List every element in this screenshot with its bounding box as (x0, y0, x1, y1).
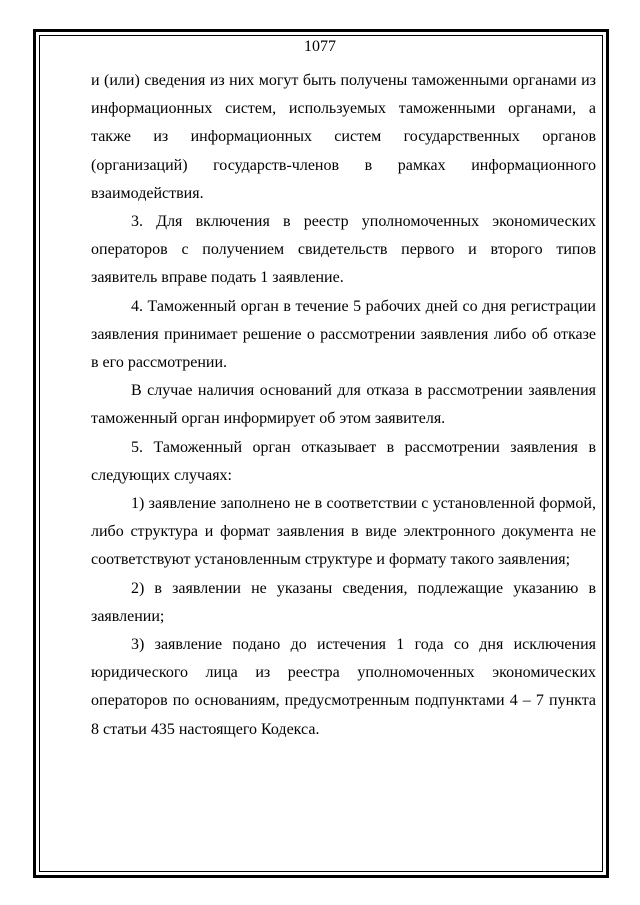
page-number: 1077 (304, 38, 336, 55)
paragraph: 4. Таможенный орган в течение 5 рабочих дней со дня регистрации заявления принимает решение о рассмотрении заявления либо об отказе в его рассмотрении. (91, 297, 596, 372)
paragraph: 3) заявление подано до истечения 1 года со дня исключения юридического лица из реестра уполномоченных экономических операторов по основаниям, предусмотренным подпунктами 4 – 7 пункта 8 статьи 435 настоящего Кодекса. (91, 636, 596, 738)
paragraph: 3. Для включения в реестр уполномоченных экономических операторов с получением свидетельств первого и второго типов заявитель вправе подать 1 заявление. (91, 213, 596, 287)
paragraph: 5. Таможенный орган отказывает в рассмотрении заявления в следующих случаях: (91, 438, 596, 484)
paragraph: 2) в заявлении не указаны сведения, подлежащие указанию в заявлении; (91, 579, 596, 625)
paragraph: В случае наличия оснований для отказа в рассмотрении заявления таможенный орган информирует об этом заявителя. (91, 382, 596, 428)
paragraph: и (или) сведения из них могут быть получены таможенными органами из информационных систем, используемых таможенными органами, а также из информационных систем государственных органов (организаций) государств-членов в рамках информационного взаимодействия. (91, 72, 596, 202)
paragraph: 1) заявление заполнено не в соответствии с установленной формой, либо структура и формат заявления в виде электронного документа не соответствуют установленным структуре и формату такого заявления; (91, 495, 596, 569)
document-body (91, 67, 596, 744)
